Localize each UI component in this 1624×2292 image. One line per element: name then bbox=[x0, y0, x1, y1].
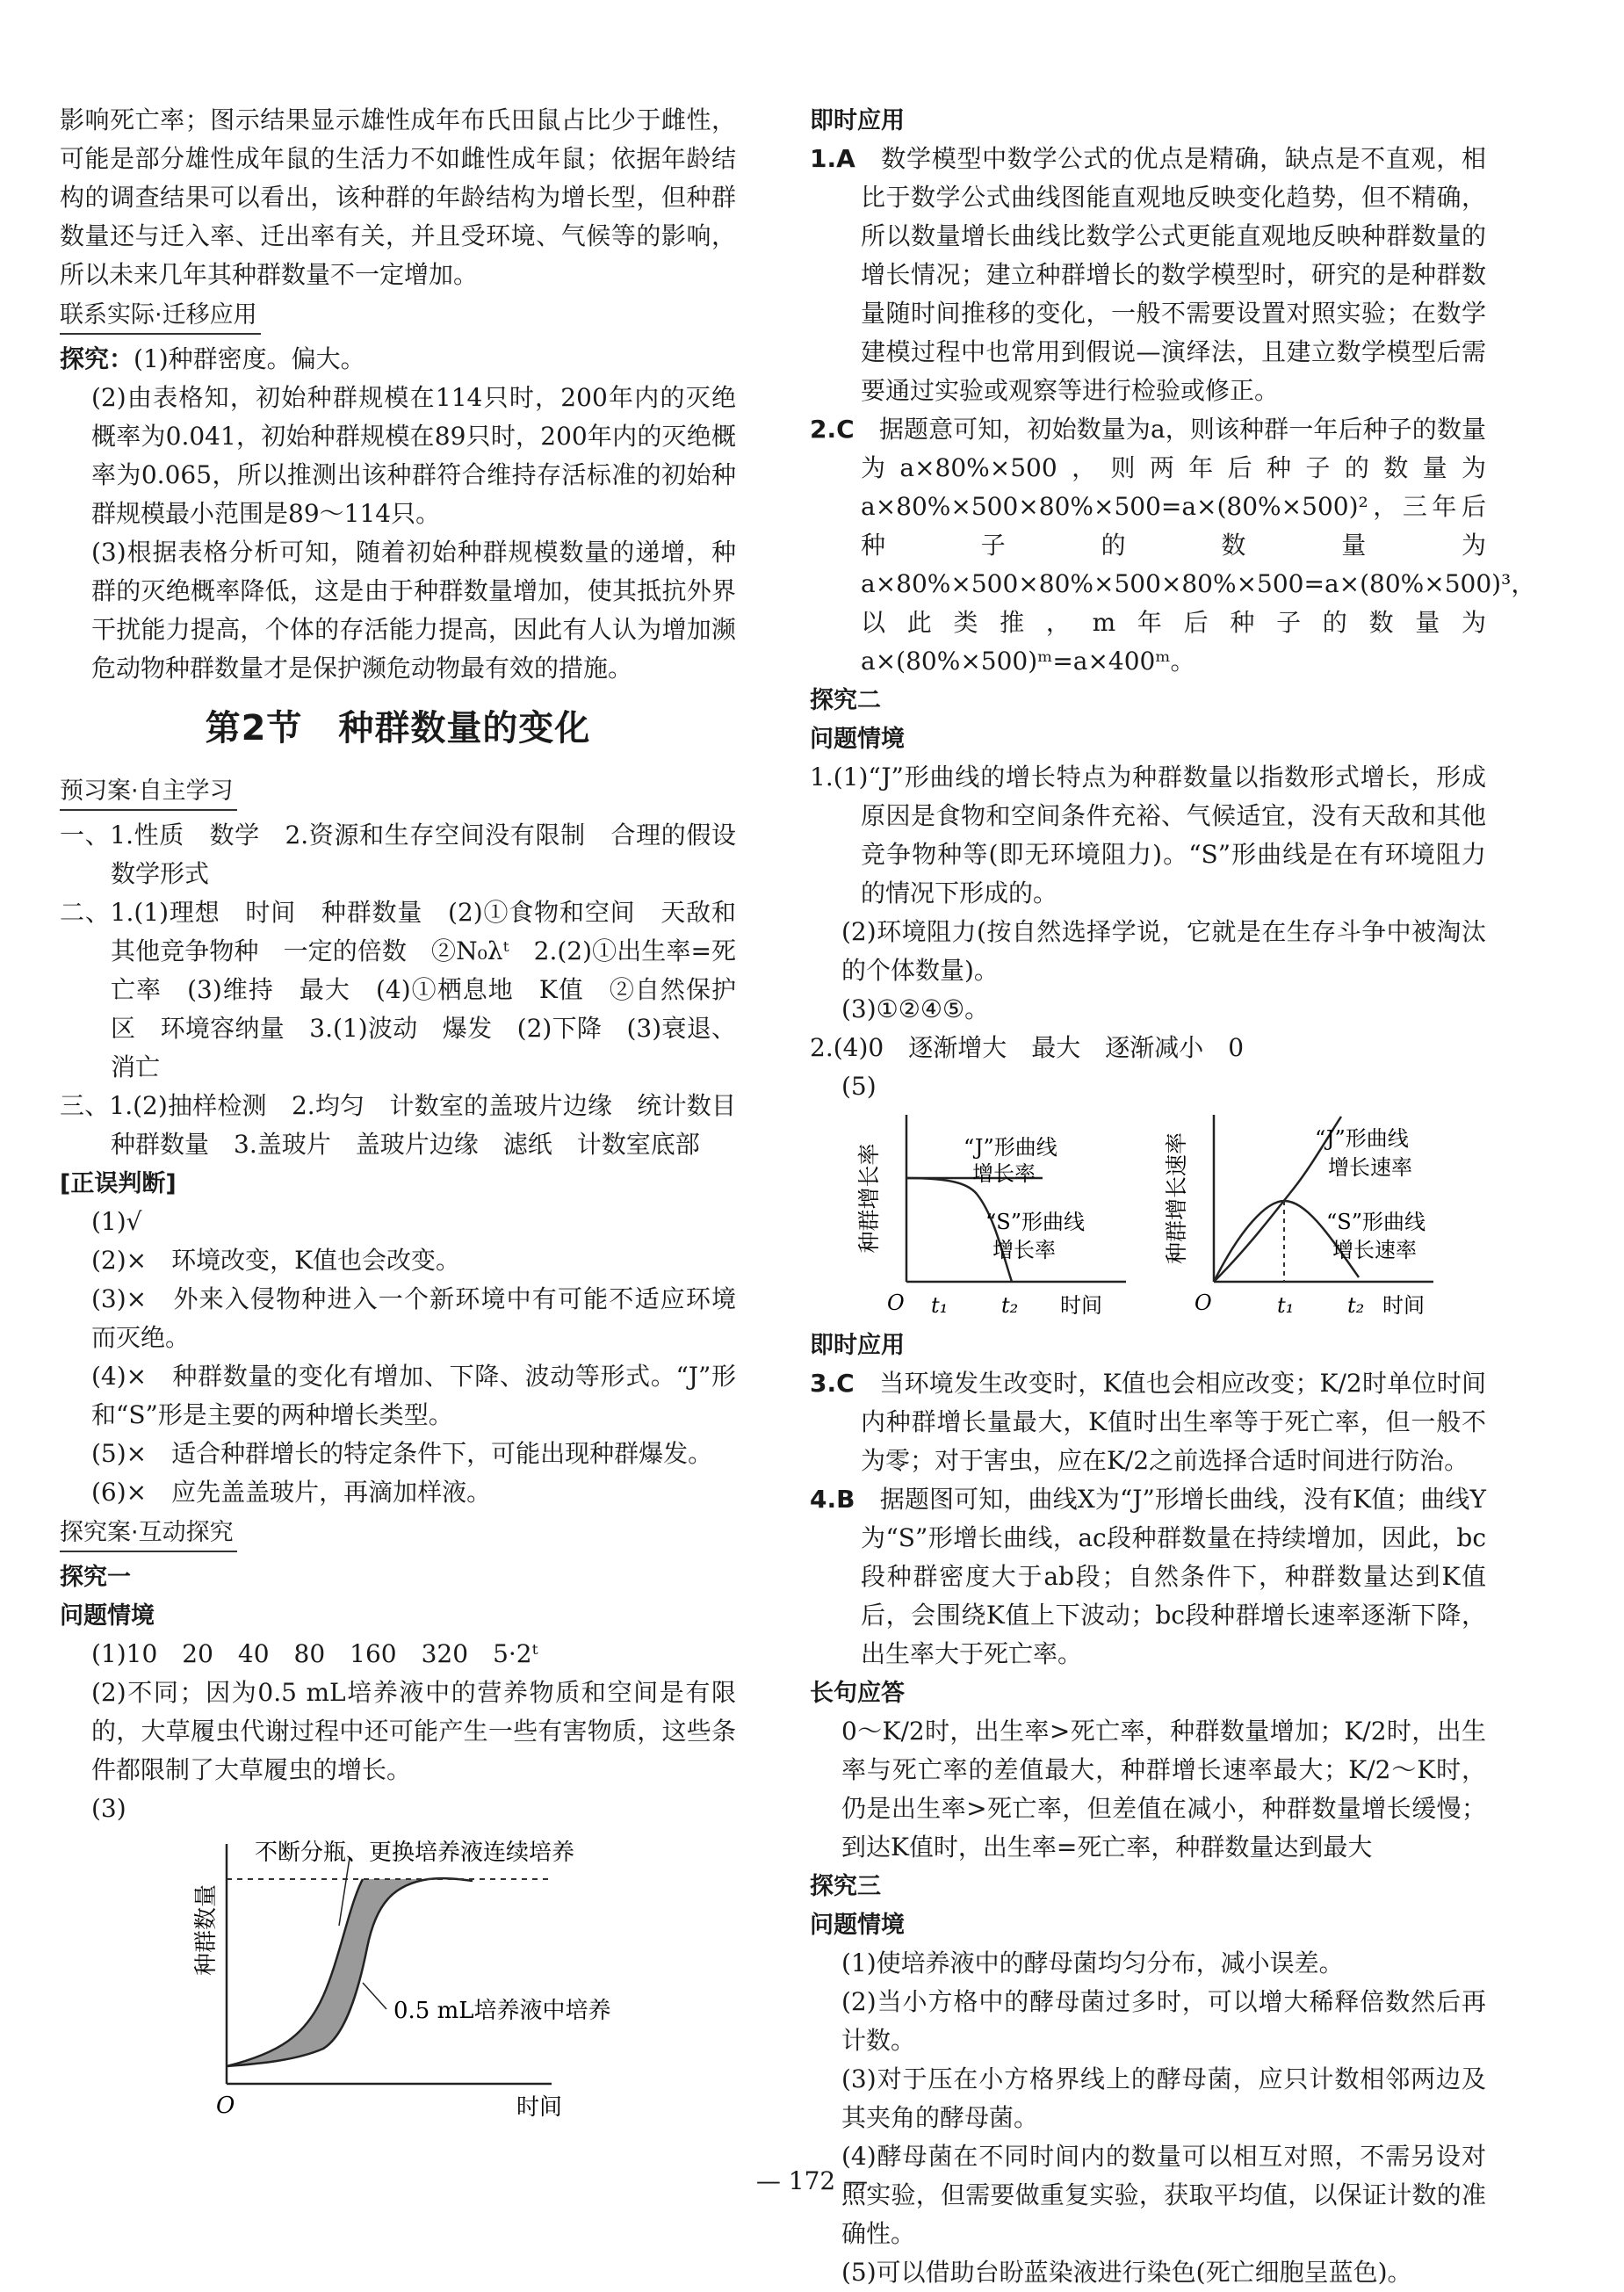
right-column bbox=[810, 101, 1536, 2292]
wenti3-heading: 问题情境 bbox=[810, 1912, 905, 1939]
t1-item-1: (1)10 20 40 80 160 320 5·2ᵗ bbox=[91, 1639, 538, 1668]
answer-1-text: 数学模型中数学公式的优点是精确，缺点是不直观，相比于数学公式曲线图能直观地反映变化趋势，但不精确，所以数量增长曲线比数学公式更能直观地反映种群数量的增长情况；建立种群增长的数学模型时，研究的是种群数量随时间推移的变化，一般不需要设置对照实验；在数学建模过程中也常用到假说—演绎法，且建立数学模型后需要通过实验或观察等进行检验或修正。 bbox=[861, 144, 1486, 405]
tanjiu-label: 探究： bbox=[60, 344, 134, 373]
yuxi-item-1: 一、1.性质 数学 2.资源和生存空间没有限制 合理的假设 数学形式 bbox=[60, 821, 761, 888]
growth-rate-chart bbox=[845, 1106, 1179, 1326]
answer-2-num: 2.C bbox=[810, 415, 855, 444]
t3-item: (2)当小方格中的酵母菌过多时，可以增大稀释倍数然后再计数。 bbox=[841, 1987, 1486, 2055]
tanjiu-1-text: (1)种群密度。偏大。 bbox=[134, 344, 365, 373]
s-label-1: “S”形曲线 bbox=[1326, 1210, 1426, 1234]
chapter-title: 第2节 种群数量的变化 bbox=[205, 708, 591, 748]
t3-item: (1)使培养液中的酵母菌均匀分布，减小误差。 bbox=[841, 1949, 1344, 1977]
tanjiu2-heading: 探究二 bbox=[810, 687, 881, 714]
changju-text: 0～K/2时，出生率>死亡率，种群数量增加；K/2时，出生率与死亡率的差值最大，种群增长速率最大；K/2～K时，仍是出生率>死亡率，但差值在减小，种群数量增长缓慢；到达K值时，出生率=死亡率，种群数量达到最大 bbox=[841, 1717, 1486, 1862]
q1-item-3: (3)①②④⑤。 bbox=[841, 994, 990, 1023]
answer-4 bbox=[810, 1480, 1486, 1674]
origin-label: O bbox=[216, 2093, 235, 2119]
t1-item-3: (3) bbox=[91, 1794, 126, 1823]
zhengwu-item: (1)√ bbox=[91, 1207, 142, 1236]
growth-gap-area bbox=[227, 1879, 429, 2066]
t3-item: (3)对于压在小方格界线上的酵母菌，应只计数相邻两边及其夹角的酵母菌。 bbox=[841, 2064, 1486, 2132]
t2-label: t₂ bbox=[1001, 1293, 1019, 1318]
q1-item-2: (2)环境阻力(按自然选择学说，它就是在生存斗争中被淘汰的个体数量)。 bbox=[841, 917, 1486, 985]
t3-item: (4)酵母菌在不同时间内的数量可以相互对照，不需另设对照实验，但需要做重复实验，获取平均值，以保证计数的准确性。 bbox=[841, 2142, 1486, 2248]
q1-item-1: 1.(1)“J”形曲线的增长特点为种群数量以指数形式增长，形成原因是食物和空间条件充裕、气候适宜，没有天敌和其他竞争物种等(即无环境阻力)。“S”形曲线是在有环境阻力的情况下形成的。 bbox=[810, 763, 1486, 907]
t3-item: (5)可以借助台盼蓝染液进行染色(死亡细胞呈蓝色)。 bbox=[841, 2258, 1412, 2287]
answer-3-text: 当环境发生改变时，K值也会相应改变；K/2时单位时间内种群增长量最大，K值时出生率等于死亡率，但一般不为零；对于害虫，应在K/2之前选择合适时间进行防治。 bbox=[861, 1369, 1486, 1475]
x-axis-label: 时间 bbox=[516, 2094, 563, 2121]
answer-4-num: 4.B bbox=[810, 1485, 855, 1514]
origin-label: O bbox=[887, 1291, 905, 1315]
x-axis-label: 时间 bbox=[1060, 1293, 1102, 1318]
wenti-heading: 问题情境 bbox=[60, 1602, 155, 1630]
t1-item-2: (2)不同；因为0.5 mL培养液中的营养物质和空间是有限的，大草履虫代谢过程中还可能产生一些有害物质，这些条件都限制了大草履虫的增长。 bbox=[91, 1678, 736, 1784]
tanjiu-2: (2)由表格知，初始种群规模在114只时，200年内的灭绝概率为0.041，初始种群规模在89只时，200年内的灭绝概率为0.065，所以推测出该种群符合维持存活标准的初始种群规模最小范围是89～114只。 bbox=[91, 383, 736, 528]
j-label-1: “J”形曲线 bbox=[1315, 1126, 1409, 1151]
label-continuous: 不断分瓶、更换培养液连续培养 bbox=[255, 1840, 575, 1866]
section-heading-lianxi: 联系实际·迁移应用 bbox=[60, 298, 261, 335]
answer-1 bbox=[810, 140, 1486, 410]
s-label-1: “S”形曲线 bbox=[985, 1210, 1085, 1234]
zhengwu-item: (6)× 应先盖盖玻片，再滴加样液。 bbox=[91, 1478, 492, 1507]
zhengwu-heading: [正误判断] bbox=[60, 1170, 177, 1197]
answer-1-num: 1.A bbox=[810, 144, 855, 173]
yuxi-item-3: 三、1.(2)抽样检测 2.均匀 计数室的盖玻片边缘 统计数目 种群数量 3.盖玻片 盖玻片边缘 滤纸 计数室底部 bbox=[60, 1091, 761, 1159]
tanjiu-3: (3)根据表格分析可知，随着初始种群规模数量的递增，种群的灭绝概率降低，这是由于种群数量增加，使其抵抗外界干扰能力提高，个体的存活能力提高，因此有人认为增加濒危动物种群数量才是保护濒危动物最有效的措施。 bbox=[91, 538, 736, 683]
t2-label: t₂ bbox=[1347, 1293, 1365, 1318]
growth-speed-chart bbox=[1152, 1106, 1486, 1326]
tanjiu-1 bbox=[60, 340, 736, 379]
jishi1-heading: 即时应用 bbox=[810, 107, 905, 134]
yuxi-item-2: 二、1.(1)理想 时间 种群数量 (2)①食物和空间 天敌和其他竞争物种 一定的倍数 ②N₀λᵗ 2.(2)①出生率=死亡率 (3)维持 最大 (4)①栖息地 K值 ②自然保护区 环境容纳量 3.(1)波动 爆发 (2)下降 (3)衰退、消亡 bbox=[60, 898, 736, 1081]
tanjiu1-heading: 探究一 bbox=[60, 1564, 131, 1591]
zhengwu-item: (4)× 种群数量的变化有增加、下降、波动等形式。“J”形和“S”形是主要的两种增长类型。 bbox=[91, 1362, 736, 1429]
q2-item-5: (5) bbox=[841, 1072, 877, 1101]
wenti2-heading: 问题情境 bbox=[810, 726, 905, 753]
population-growth-figure bbox=[60, 1833, 736, 2123]
q2-item-4: 2.(4)0 逐渐增大 最大 逐渐减小 0 bbox=[810, 1033, 1245, 1062]
section-heading-tanjiuan: 探究案·互动探究 bbox=[60, 1515, 237, 1552]
jishi2-heading: 即时应用 bbox=[810, 1332, 905, 1359]
s-label-2: 增长率 bbox=[992, 1238, 1056, 1262]
section-heading-yuxi: 预习案·自主学习 bbox=[60, 774, 237, 811]
label-0.5ml: 0.5 mL培养液中培养 bbox=[393, 1998, 611, 2024]
growth-rate-figures bbox=[810, 1106, 1486, 1326]
x-axis-label: 时间 bbox=[1382, 1293, 1425, 1318]
tanjiu3-heading: 探究三 bbox=[810, 1873, 881, 1900]
t1-label: t₁ bbox=[1277, 1293, 1295, 1318]
answer-3 bbox=[810, 1364, 1486, 1480]
y-axis-label: 种群增长速率 bbox=[1164, 1132, 1189, 1265]
zhengwu-item: (3)× 外来入侵物种进入一个新环境中有可能不适应环境而灭绝。 bbox=[91, 1284, 736, 1352]
zhengwu-item: (5)× 适合种群增长的特定条件下，可能出现种群爆发。 bbox=[91, 1439, 713, 1468]
answer-2-text: 据题意可知，初始数量为a，则该种群一年后种子的数量为a×80%×500，则两年后种子的数量为a×80%×500×80%×500=a×(80%×500)²，三年后种子的数量为a×80%×500×80%×500×80%×500=a×(80%×500)³，以此类推，m年后种子的数量为a×(80%×500)ᵐ=a×400ᵐ。 bbox=[861, 415, 1536, 676]
answer-4-text: 据题图可知，曲线X为“J”形增长曲线，没有K值；曲线Y为“S”形增长曲线，ac段种群数量在持续增加，因此，bc段种群密度大于ab段；自然条件下，种群数量达到K值后，会围绕K值上下波动；bc段种群增长速率逐渐下降，出生率大于死亡率。 bbox=[861, 1485, 1486, 1668]
j-label-2: 增长率 bbox=[972, 1161, 1036, 1186]
page-number: — 172 — bbox=[755, 2166, 869, 2195]
y-axis-label: 种群数量 bbox=[193, 1883, 220, 1977]
intro-paragraph: 影响死亡率；图示结果显示雄性成年布氏田鼠占比少于雌性，可能是部分雄性成年鼠的生活力不如雌性成年鼠；依据年龄结构的调查结果可以看出，该种群的年龄结构为增长型，但种群数量还与迁入率、迁出率有关，并且受环境、气候等的影响，所以未来几年其种群数量不一定增加。 bbox=[60, 105, 736, 289]
zhengwu-item: (2)× 环境改变，K值也会改变。 bbox=[91, 1246, 461, 1275]
s-label-2: 增长速率 bbox=[1332, 1238, 1417, 1262]
y-axis-label: 种群增长率 bbox=[856, 1143, 882, 1254]
pointer-line-top bbox=[339, 1858, 350, 1926]
t1-label: t₁ bbox=[931, 1293, 949, 1318]
left-column bbox=[60, 101, 761, 2132]
pointer-line-mid bbox=[363, 1983, 386, 2009]
answer-3-num: 3.C bbox=[810, 1369, 855, 1398]
answer-2 bbox=[810, 410, 1536, 681]
origin-label: O bbox=[1195, 1291, 1212, 1315]
j-label-2: 增长速率 bbox=[1328, 1155, 1412, 1180]
j-label-1: “J”形曲线 bbox=[964, 1135, 1057, 1160]
changju-heading: 长句应答 bbox=[810, 1680, 905, 1707]
